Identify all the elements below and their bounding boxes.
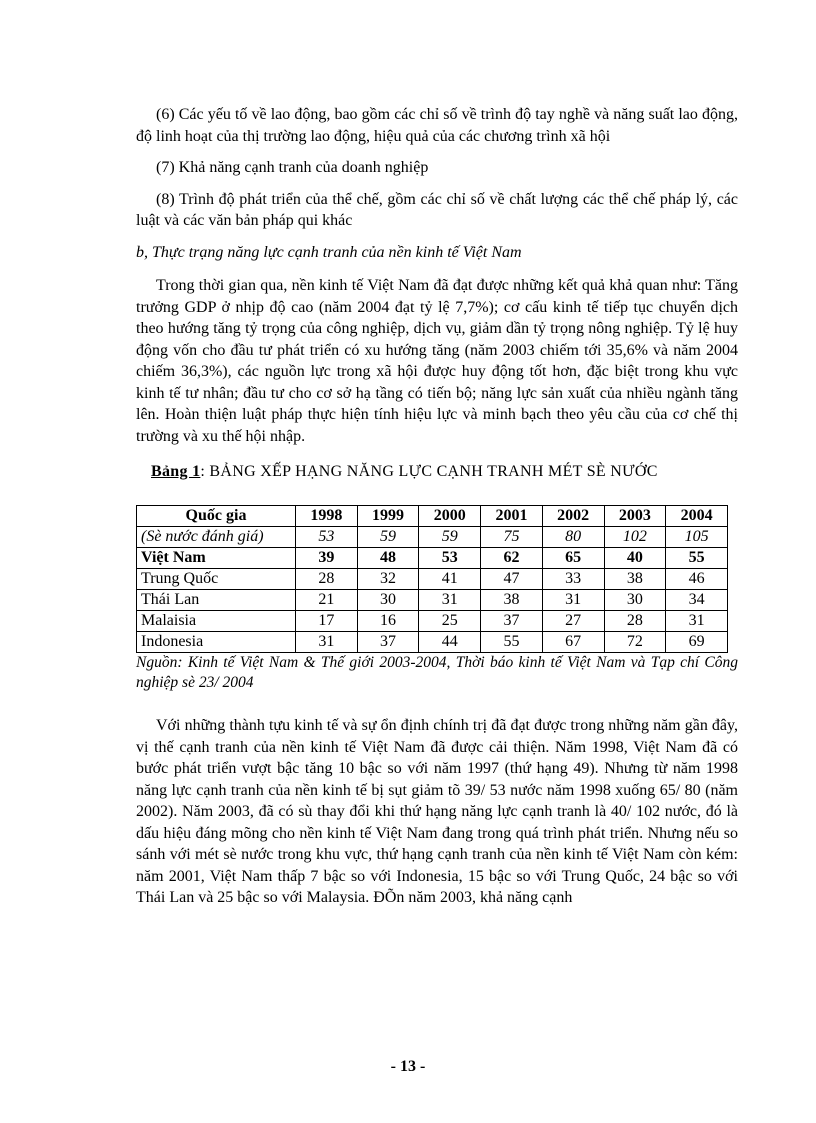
paragraph-item-8: (8) Trình độ phát triển của thể chế, gồm các chỉ số về chất lượng các thể chế pháp lý, các luật và các văn bản pháp qui khác: [136, 190, 738, 229]
paragraph-item-7: (7) Khả năng cạnh tranh của doanh nghiệp: [156, 159, 429, 176]
table-cell: 37: [481, 611, 543, 632]
table-cell: 25: [419, 611, 481, 632]
header-cell: 2004: [666, 506, 728, 527]
table-cell: Trung Quốc: [137, 569, 296, 590]
paragraph-item-6: (6) Các yếu tố về lao động, bao gồm các chỉ số về trình độ tay nghề và năng suất lao động, độ linh hoạt của thị trường lao động, hiệu quả của các chương trình xã hội: [136, 106, 738, 145]
section-heading: b, Thực trạng năng lực cạnh tranh của nền kinh tế Việt Nam: [136, 243, 522, 261]
table-cell: 31: [296, 632, 358, 653]
table-row: [137, 548, 728, 569]
table-caption: : BẢNG XẾP HẠNG NĂNG LỰC CẠNH TRANH MÉT SÈ NƯỚC: [200, 463, 658, 480]
table-cell: 16: [357, 611, 419, 632]
table-cell: 48: [357, 548, 419, 569]
conclusion-paragraph: Với những thành tựu kinh tế và sự ổn định chính trị đã đạt được trong những năm gần đây, vị thế cạnh tranh của nền kinh tế Việt Nam đã được cải thiện. Năm 1998, Việt Nam đã có bước phát triển vượt bậc tăng 10 bậc so với năm 1997 (thứ hạng 49). Nhưng từ năm 1998 năng lực cạnh tranh của nền kinh tế bị sụt giảm tõ 39/ 53 nước năm 1998 xuống 65/ 80 (năm 2002). Năm 2003, đã có sù thay đổi khi thứ hạng năng lực cạnh tranh là 40/ 102 nước, đó là dấu hiệu đáng mõng cho nền kinh tế Việt Nam đang trong quá trình phát triển. Nhưng nếu so sánh với mét sè nước trong khu vực, thứ hạng cạnh tranh của nền kinh tế Việt Nam còn kém: năm 2001, Việt Nam thấp 7 bậc so với Indonesia, 15 bậc so với Trung Quốc, 24 bậc so với Thái Lan và 25 bậc so với Malaysia. ĐÕn năm 2003, khả năng cạnh: [136, 717, 738, 906]
intro-paragraph: Trong thời gian qua, nền kinh tế Việt Nam đã đạt được những kết quả khả quan như: Tăng trưởng GDP ở nhịp độ cao (năm 2004 đạt tỷ lệ 7,7%); cơ cấu kinh tế tiếp tục chuyển dịch theo hướng tăng tỷ trọng của công nghiệp, dịch vụ, giảm dần tỷ trọng nông nghiệp. Tỷ lệ huy động vốn cho đầu tư phát triển có xu hướng tăng (năm 2003 chiếm tới 35,6% và năm 2004 chiếm 36,3%), các nguồn lực trong xã hội được huy động tốt hơn, đặc biệt trong khu vực kinh tế tư nhân; đầu tư cho cơ sở hạ tầng có tiến bộ; năng lực sản xuất của nhiều ngành tăng lên. Hoàn thiện luật pháp thực hiện tính hiệu lực và minh bạch theo yêu cầu của cơ chế thị trường và xu thế hội nhập.: [136, 277, 738, 445]
table-cell: 21: [296, 590, 358, 611]
table-header-row: [137, 506, 728, 527]
table-cell: 28: [296, 569, 358, 590]
table-cell: 33: [542, 569, 604, 590]
table-cell: 31: [542, 590, 604, 611]
table-cell: 40: [604, 548, 666, 569]
page-number: - 13 -: [390, 1058, 426, 1075]
table-cell: 27: [542, 611, 604, 632]
table-row: [137, 611, 728, 632]
table-cell: 69: [666, 632, 728, 653]
header-cell: 2000: [419, 506, 481, 527]
table-label: Bảng 1: [151, 463, 201, 480]
table-cell: 34: [666, 590, 728, 611]
table-cell: 47: [481, 569, 543, 590]
table-cell: 75: [481, 527, 543, 548]
ranking-table: [136, 505, 728, 653]
table-cell: 62: [481, 548, 543, 569]
table-cell: 55: [481, 632, 543, 653]
table-row: [137, 632, 728, 653]
table-cell: 38: [604, 569, 666, 590]
table-cell: 30: [604, 590, 666, 611]
table-cell: 80: [542, 527, 604, 548]
table-cell: (Sè nước đánh giá): [137, 527, 296, 548]
table-cell: 38: [481, 590, 543, 611]
table-cell: 39: [296, 548, 358, 569]
table-title: [136, 461, 738, 483]
table-cell: 37: [357, 632, 419, 653]
table-cell: 59: [419, 527, 481, 548]
header-cell: 2001: [481, 506, 543, 527]
table-cell: 102: [604, 527, 666, 548]
document-page: [136, 104, 738, 909]
table-cell: 32: [357, 569, 419, 590]
table-cell: 31: [419, 590, 481, 611]
table-cell: Malaisia: [137, 611, 296, 632]
table-cell: 30: [357, 590, 419, 611]
table-cell: 41: [419, 569, 481, 590]
table-cell: 28: [604, 611, 666, 632]
table-cell: Indonesia: [137, 632, 296, 653]
table-row: [137, 569, 728, 590]
table-cell: 55: [666, 548, 728, 569]
table-source-note: Nguồn: Kinh tế Việt Nam & Thế giới 2003-2004, Thời báo kinh tế Việt Nam và Tạp chí Công nghiệp sè 23/ 2004: [136, 654, 738, 691]
table-cell: 105: [666, 527, 728, 548]
header-cell: 2003: [604, 506, 666, 527]
table-cell: Thái Lan: [137, 590, 296, 611]
table-cell: 53: [419, 548, 481, 569]
table-cell: 72: [604, 632, 666, 653]
table-row: [137, 527, 728, 548]
table-cell: 31: [666, 611, 728, 632]
table-cell: 65: [542, 548, 604, 569]
table-row: [137, 590, 728, 611]
table-cell: 67: [542, 632, 604, 653]
table-cell: 17: [296, 611, 358, 632]
header-cell: 2002: [542, 506, 604, 527]
table-cell: Việt Nam: [137, 548, 296, 569]
table-cell: 46: [666, 569, 728, 590]
header-cell: Quốc gia: [137, 506, 296, 527]
table-cell: 44: [419, 632, 481, 653]
header-cell: 1998: [296, 506, 358, 527]
header-cell: 1999: [357, 506, 419, 527]
table-cell: 59: [357, 527, 419, 548]
table-cell: 53: [296, 527, 358, 548]
